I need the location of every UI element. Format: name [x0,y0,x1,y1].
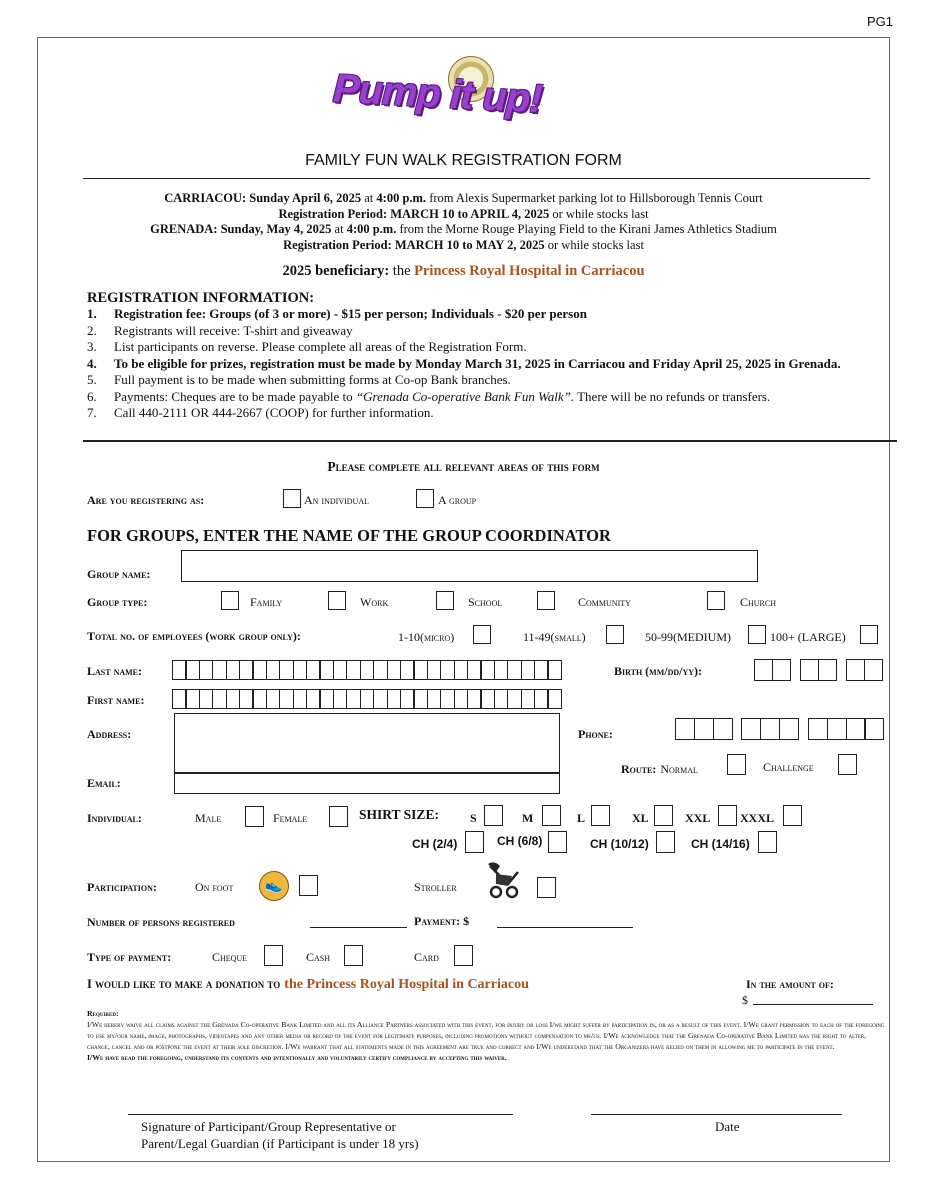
donation-row [87,975,529,993]
micro-checkbox[interactable] [473,625,491,644]
child-size-10-12-label: CH (10/12) [590,837,649,851]
address-label: Address: [87,727,132,741]
character-cell[interactable] [373,689,388,709]
character-cell[interactable] [199,660,214,680]
character-cell[interactable] [534,660,549,680]
group-type-label: Group type: [87,595,148,609]
normal-checkbox[interactable] [727,754,746,775]
character-cell[interactable] [279,689,294,709]
size-m-label: M [522,811,534,825]
character-cell[interactable] [266,689,281,709]
character-cell[interactable] [521,660,536,680]
character-cell[interactable] [306,660,321,680]
donation-recipient: the Princess Royal Hospital in Carriacou [284,977,529,992]
character-cell[interactable] [387,660,402,680]
female-checkbox[interactable] [329,806,348,827]
character-cell[interactable] [199,689,214,709]
male-label: Male [195,811,222,825]
micro-label: 1-10(micro) [398,630,455,644]
carriacou-event: CARRIACOU: Sunday April 6, 2025 at 4:00 p.m. from Alexis Supermarket parking lot to Hillsborough Tennis Court [164,191,763,205]
female-label: Female [273,811,308,825]
medium-checkbox[interactable] [748,625,766,644]
email-input[interactable] [174,773,560,794]
community-checkbox[interactable] [537,591,555,610]
character-cell[interactable] [346,689,361,709]
medium-label: 50-99(MEDIUM) [645,630,731,644]
character-cell[interactable] [293,660,308,680]
character-cell[interactable] [226,689,241,709]
character-cell[interactable] [454,660,469,680]
character-cell[interactable] [427,689,442,709]
groups-heading: FOR GROUPS, ENTER THE NAME OF THE GROUP COORDINATOR [87,526,611,545]
stroller-checkbox[interactable] [537,877,556,898]
payment-label: Payment: $ [414,914,470,928]
small-checkbox[interactable] [606,625,624,644]
form-title: FAMILY FUN WALK REGISTRATION FORM [305,152,622,169]
cash-label: Cash [306,950,331,964]
participation-label: Participation: [87,880,157,894]
waiver-body: I/We hereby waive all claims against the Grenada Co-operative Bank Limited and all its Alliance Partners associated with this event, for injury or loss I/we might suffer by participation in, or as a result of this event. I/We grant permission to each of the foregoing to use my/our name, image, photographs, videotapes and any other media or record of the event for legitimate purposes, including promotions without compensation to me/us. I/We acknowledge that the Grenada Co-operative Bank Limited has the right to alter, change, cancel and or postpone the event at their sole discretion. I/We warrant that all statements made in this agreement are true and correct and I/We understand that the Organizers have relied on them in allowing me to participate in the event. [87,1020,885,1051]
shirt-size-label: SHIRT SIZE: [359,807,439,822]
character-cell[interactable] [333,660,348,680]
size-l-checkbox[interactable] [591,805,610,826]
character-cell[interactable] [413,660,428,680]
child-size-10-12-checkbox[interactable] [656,831,675,853]
section-divider [83,440,897,442]
character-cell[interactable] [172,660,187,680]
waiver-required: Required: [87,1009,119,1018]
individual-checkbox[interactable] [283,489,301,508]
registration-list [87,306,877,422]
cheque-checkbox[interactable] [264,945,283,966]
list-item: 2. Registrants will receive: T-shirt and giveaway [87,322,353,338]
character-cell[interactable] [534,689,549,709]
character-cell[interactable] [212,689,227,709]
character-cell[interactable] [467,689,482,709]
character-cell[interactable] [494,660,509,680]
character-cell[interactable] [507,689,522,709]
school-label: School [468,595,503,609]
on-foot-checkbox[interactable] [299,875,318,896]
registration-heading: REGISTRATION INFORMATION: [87,290,315,306]
individual-row-label: Individual: [87,811,142,825]
list-item: 7. Call 440-2111 OR 444-2667 (COOP) for further information. [87,405,434,420]
persons-input[interactable] [310,927,407,928]
size-xl-checkbox[interactable] [654,805,673,826]
grenada-period: Registration Period: MARCH 10 to MAY 2, 2025 or while stocks last [283,237,644,252]
character-cell[interactable] [494,689,509,709]
character-cell[interactable] [266,660,281,680]
page-number: PG1 [866,14,893,29]
character-cell[interactable] [239,689,254,709]
character-cell[interactable] [185,660,200,680]
character-cell[interactable] [239,660,254,680]
signature-caption-line2: Parent/Legal Guardian (if Participant is under 18 yrs) [141,1136,419,1151]
community-label: Community [578,595,631,609]
date-caption: Date [715,1119,740,1134]
character-cell[interactable] [400,689,415,709]
character-cell[interactable] [226,660,241,680]
character-cell[interactable] [413,689,428,709]
character-cell[interactable] [252,660,267,680]
size-s-checkbox[interactable] [484,805,503,826]
size-xxxl-label: XXXL [740,811,775,825]
character-cell[interactable] [427,660,442,680]
character-cell[interactable] [279,660,294,680]
address-input[interactable] [174,713,560,773]
child-size-6-8-label: CH (6/8) [497,834,543,848]
list-item: 3. List participants on reverse. Please complete all areas of the Registration Form. [87,339,527,354]
dollar-sign: $ [742,993,748,1007]
size-xxxl-checkbox[interactable] [783,805,802,826]
character-cell[interactable] [480,660,495,680]
list-item: 5. Full payment is to be made when submitting forms at Co-op Bank branches. [87,372,511,387]
list-item: 1. Registration fee: Groups (of 3 or more) - $15 per person; Individuals - $20 per person [87,306,587,321]
on-foot-label: On foot [195,880,234,894]
male-checkbox[interactable] [245,806,264,827]
character-cell[interactable] [293,689,308,709]
carriacou-period: Registration Period: MARCH 10 to APRIL 4, 2025 or while stocks last [278,206,649,221]
section-title: Please complete all relevant areas of this form [327,459,600,474]
child-size-14-16-checkbox[interactable] [758,831,777,853]
grenada-event: GRENADA: Sunday, May 4, 2025 at 4:00 p.m. from the Morne Rouge Playing Field to the Kirani James Athletics Stadium [150,222,777,236]
character-cell[interactable] [467,660,482,680]
challenge-label: Challenge [763,760,814,774]
signature-caption-line1: Signature of Participant/Group Representative or [141,1119,396,1134]
card-checkbox[interactable] [454,945,473,966]
group-name-label: Group name: [87,567,151,581]
work-checkbox[interactable] [328,591,346,610]
child-size-14-16-label: CH (14/16) [691,837,750,851]
shoe-icon: 👟 [259,871,289,901]
character-cell[interactable] [400,660,415,680]
registering-label: Are you registering as: [87,493,205,507]
waiver [87,1008,887,1063]
size-m-checkbox[interactable] [542,805,561,826]
signature-line[interactable] [128,1114,513,1115]
character-cell[interactable] [172,689,187,709]
stroller-label: Stroller [414,880,457,894]
character-cell[interactable] [480,689,495,709]
character-cell[interactable] [212,660,227,680]
donation-amount-input[interactable] [753,1004,873,1005]
card-label: Card [414,950,439,964]
group-label: A group [438,493,477,507]
child-size-6-8-checkbox[interactable] [548,831,567,853]
character-cell[interactable] [346,660,361,680]
email-label: Email: [87,776,121,790]
child-size-2-4-checkbox[interactable] [465,831,484,853]
donation-amount-label: In the amount of: [746,977,834,991]
beneficiary: 2025 beneficiary: the Princess Royal Hospital in Carriacou [282,263,645,279]
donation-label: I would like to make a donation to [87,977,281,991]
size-xl-label: XL [632,811,649,825]
birth-label: Birth (mm/dd/yy): [614,664,703,678]
character-cell[interactable] [333,689,348,709]
character-cell[interactable] [306,689,321,709]
character-cell[interactable] [360,660,375,680]
list-item: 6. Payments: Cheques are to be made payable to “Grenada Co-operative Bank Fun Walk”. There will be no refunds or transfers. [87,388,771,404]
character-cell[interactable] [440,660,455,680]
character-cell[interactable] [252,689,267,709]
character-cell[interactable] [373,660,388,680]
employees-label: Total no. of employees (work group only): [87,629,301,643]
last-name-input[interactable] [172,660,561,680]
character-cell[interactable] [185,689,200,709]
normal-label: Normal [660,762,698,776]
character-cell[interactable] [440,689,455,709]
character-cell[interactable] [547,660,562,680]
work-label: Work [360,595,389,609]
large-checkbox[interactable] [860,625,878,644]
family-label: Family [250,595,283,609]
church-label: Church [740,595,777,609]
challenge-checkbox[interactable] [838,754,857,775]
waiver-final: I/We have read the foregoing, understand its contents and intentionally and voluntarily certify compliance by accepting this waiver. [87,1053,507,1062]
character-cell[interactable] [507,660,522,680]
character-cell[interactable] [319,689,334,709]
family-checkbox[interactable] [221,591,239,610]
small-label: 11-49(small) [523,630,586,644]
route-label: Route: [621,762,657,776]
phone-label: Phone: [578,727,613,741]
route-row [621,760,698,778]
character-cell[interactable] [547,689,562,709]
cash-checkbox[interactable] [344,945,363,966]
size-xxl-label: XXL [685,811,711,825]
individual-label: An individual [304,493,369,507]
payment-type-label: Type of payment: [87,950,172,964]
size-l-label: L [577,811,586,825]
list-item: 4. To be eligible for prizes, registration must be made by Monday March 31, 2025 in Carriacou and Friday April 25, 2025 in Grenada. [87,355,841,371]
pump-it-up-logo: Pump it up! [332,66,544,122]
character-cell[interactable] [454,689,469,709]
character-cell[interactable] [360,689,375,709]
character-cell[interactable] [319,660,334,680]
cheque-label: Cheque [212,950,248,964]
signature-caption [141,1118,419,1152]
large-label: 100+ (LARGE) [770,630,846,644]
group-name-input[interactable] [181,550,758,582]
title-divider [83,178,870,179]
size-xxl-checkbox[interactable] [718,805,737,826]
size-s-label: S [470,811,477,825]
payment-input[interactable] [497,927,633,928]
last-name-label: Last name: [87,664,143,678]
persons-label: Number of persons registered [87,915,235,929]
character-cell[interactable] [521,689,536,709]
group-checkbox[interactable] [416,489,434,508]
character-cell[interactable] [387,689,402,709]
child-size-2-4-label: CH (2/4) [412,837,458,851]
first-name-label: First name: [87,693,145,707]
school-checkbox[interactable] [436,591,454,610]
church-checkbox[interactable] [707,591,725,610]
date-line[interactable] [591,1114,842,1115]
first-name-input[interactable] [172,689,561,709]
stroller-icon [482,858,524,900]
